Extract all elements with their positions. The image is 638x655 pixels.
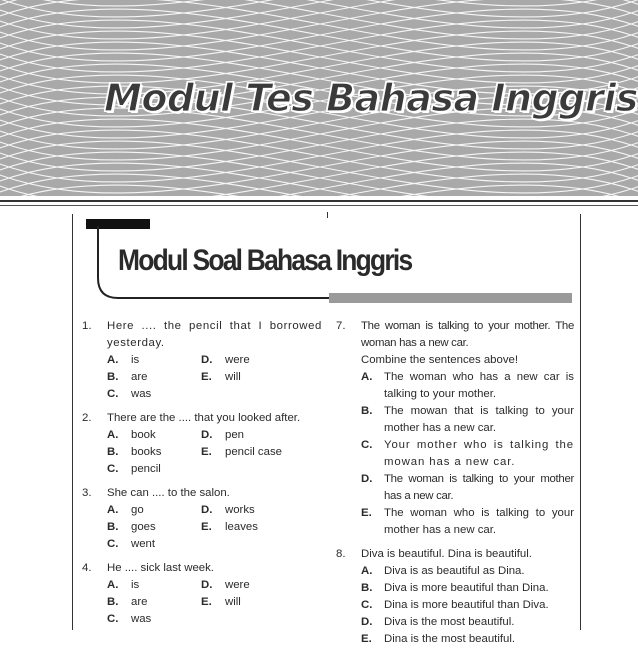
option-a: A. book [107, 429, 156, 441]
question-text: He .... sick last week. [107, 562, 214, 574]
option-d: D. Diva is the most beautiful. [361, 616, 515, 628]
option-e: E. will [201, 371, 241, 383]
question-number: 7. [336, 320, 346, 332]
option-e: E. The woman who is talking to your mother has a new car. [361, 507, 574, 536]
page-frame-right [580, 214, 581, 630]
section-title: Modul Soal Bahasa Inggris [118, 244, 412, 277]
option-d: D. works [201, 504, 255, 516]
question-text: Diva is beautiful. Dina is beautiful. [361, 548, 532, 560]
banner-title: Modul Tes Bahasa Inggris [104, 76, 638, 120]
question-3 [82, 485, 322, 553]
option-d: D. The woman is talking to your mother has a new car. [361, 473, 574, 502]
option-e: E. pencil case [201, 446, 282, 458]
question-number: 1. [82, 320, 92, 332]
option-d: D. pen [201, 429, 245, 441]
option-b: B. The mowan that is talking to your mother has a new car. [361, 405, 574, 434]
option-b: B. goes [107, 521, 156, 533]
option-d: D. were [201, 354, 250, 366]
question-text: Here .... the pencil that I borrowed yesterday. [107, 320, 322, 349]
questions-right-column [336, 318, 574, 655]
option-e: E. Dina is the most beautiful. [361, 633, 516, 645]
wave-line [0, 185, 638, 196]
option-c: C. Dina is more beautiful than Diva. [361, 599, 549, 611]
question-2 [82, 410, 322, 478]
wave-line [0, 185, 638, 196]
question-text: There are the .... that you looked after. [107, 412, 301, 424]
option-c: C. was [107, 388, 152, 400]
option-e: E. will [201, 596, 241, 608]
option-a: A. Diva is as beautiful as Dina. [361, 565, 525, 577]
question-1 [82, 318, 322, 403]
option-a: A. is [107, 579, 140, 591]
header-banner [0, 0, 638, 196]
question-instruction: Combine the sentences above! [361, 354, 519, 366]
option-e: E. leaves [201, 521, 258, 533]
option-d: D. were [201, 579, 250, 591]
option-a: A. go [107, 504, 144, 516]
question-number: 8. [336, 548, 346, 560]
page-frame-left [72, 214, 73, 630]
option-c: C. Your mother who is talking the mowan has a new car. [361, 439, 574, 468]
option-b: B. books [107, 446, 162, 458]
column-tick [327, 212, 328, 218]
option-c: C. pencil [107, 463, 161, 475]
question-text: The woman is talking to your mother. The woman has a new car. [361, 320, 574, 349]
option-b: B. Diva is more beautiful than Dina. [361, 582, 549, 594]
option-b: B. are [107, 596, 148, 608]
wave-line [0, 163, 638, 196]
option-a: A. The woman who has a new car is talking to your mother. [361, 371, 574, 400]
option-c: C. went [107, 538, 156, 550]
question-number: 4. [82, 562, 92, 574]
question-text: She can .... to the salon. [107, 487, 230, 499]
question-number: 3. [82, 487, 92, 499]
divider-rule-top [0, 200, 638, 202]
divider-rule-bottom [0, 205, 638, 206]
question-number: 2. [82, 412, 92, 424]
questions-left-column [82, 318, 322, 635]
section-header-gray-bar [329, 293, 572, 303]
question-8 [336, 546, 574, 648]
question-7 [336, 318, 574, 539]
option-a: A. is [107, 354, 140, 366]
question-4 [82, 560, 322, 628]
wave-line [0, 163, 638, 196]
option-c: C. was [107, 613, 152, 625]
option-b: B. are [107, 371, 148, 383]
